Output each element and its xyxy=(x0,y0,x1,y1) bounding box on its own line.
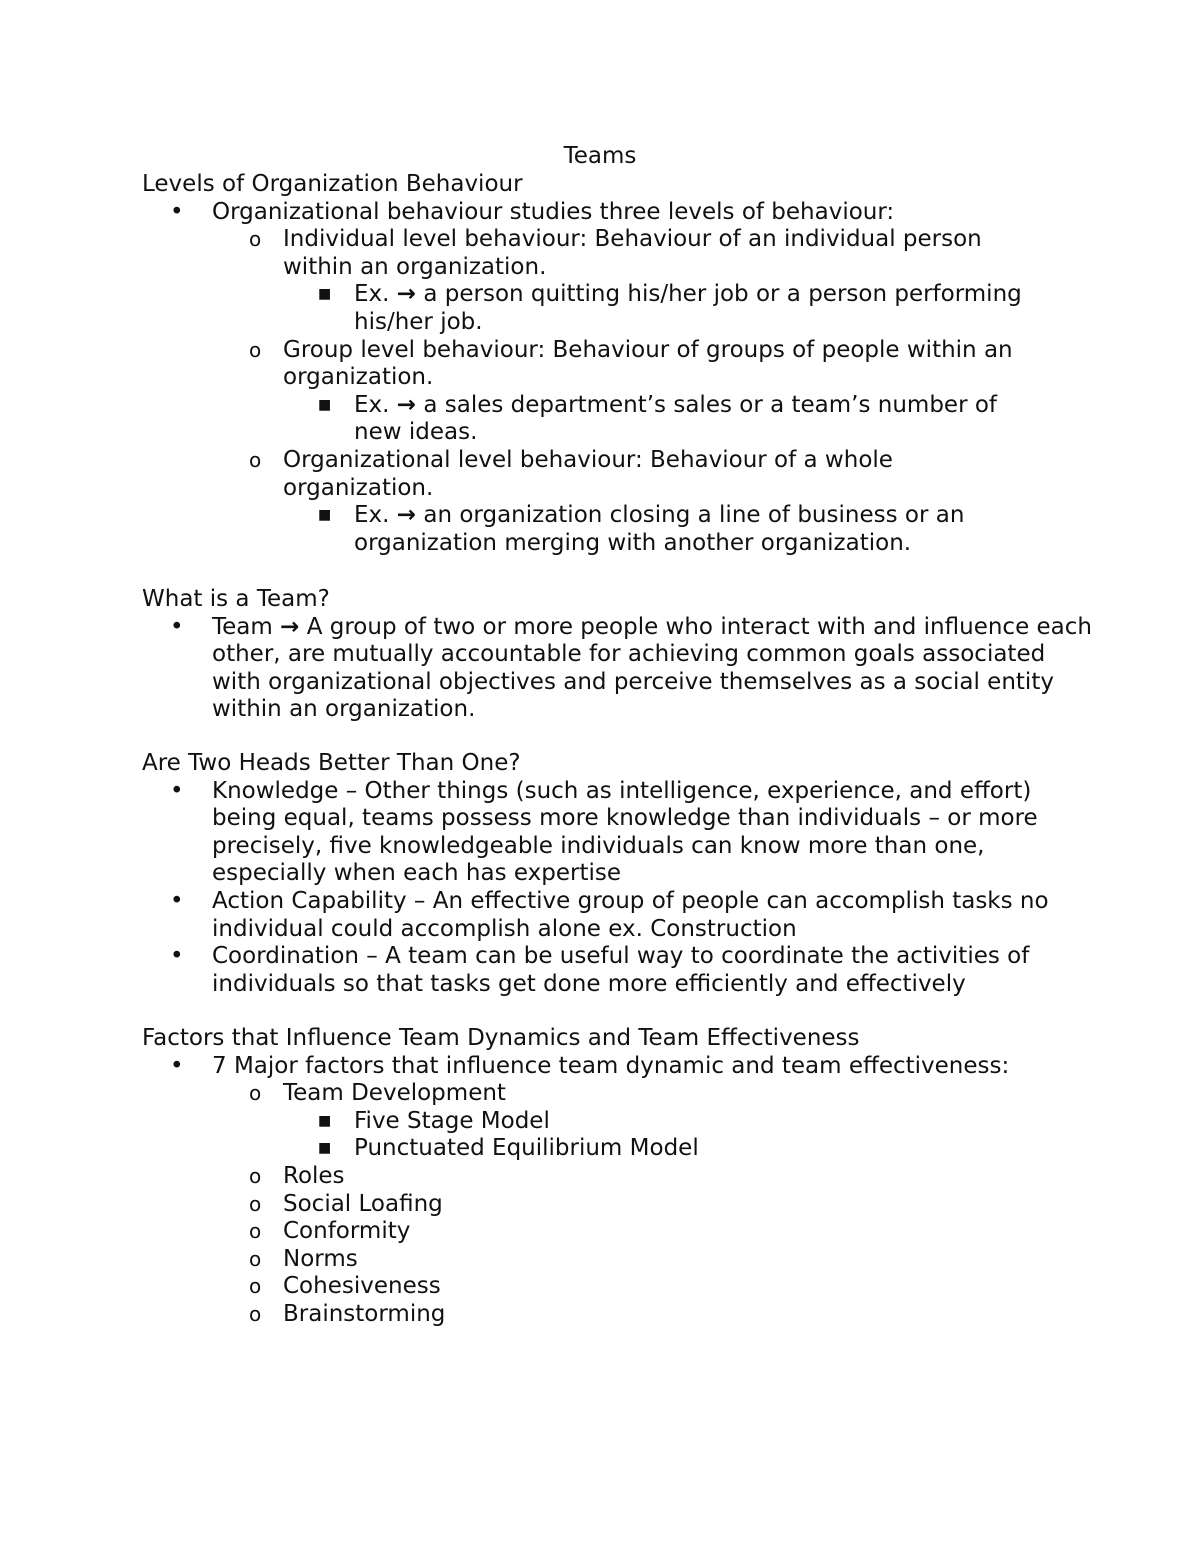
example-item xyxy=(142,502,1102,557)
bullet-text: Social Loafing xyxy=(283,1190,443,1217)
section-heading: Levels of Organization Behaviour xyxy=(142,171,523,197)
bullet-dot-icon: • xyxy=(170,943,184,970)
bullet-dot-icon: • xyxy=(170,1052,184,1079)
bullet-text: Punctuated Equilibrium Model xyxy=(354,1135,699,1162)
bullet-text: Knowledge – Other things (such as intelligence, experience, and effort) being equal, teams possess more knowledge than individuals – or more precisely, five knowledgeable individuals can know more than one, especially when each has expertise xyxy=(212,777,1038,887)
bullet-text: an organization closing a line of business or an organization merging with another organization. xyxy=(354,502,965,556)
bullet-dot-icon: • xyxy=(170,887,184,914)
sub-sub-bullet-item xyxy=(142,1135,1102,1163)
sub-bullet-item xyxy=(142,447,1102,502)
circle-bullet-icon: o xyxy=(249,447,262,472)
bullet-text: Individual level behaviour: Behaviour of an individual person within an organization. xyxy=(283,226,982,280)
bullet-item xyxy=(142,199,1102,227)
bullet-text: Conformity xyxy=(283,1218,411,1245)
bullet-text: Group level behaviour: Behaviour of groups of people within an organization. xyxy=(283,336,1013,391)
section-heading: What is a Team? xyxy=(142,586,330,612)
circle-bullet-icon: o xyxy=(249,1163,262,1188)
sub-bullet-item xyxy=(142,1163,1102,1191)
circle-bullet-icon: o xyxy=(249,1274,262,1299)
bullet-dot-icon: • xyxy=(170,777,184,804)
square-bullet-icon: ■ xyxy=(318,1140,332,1157)
bullet-text: Norms xyxy=(283,1245,358,1272)
square-bullet-icon: ■ xyxy=(318,507,332,524)
sub-bullet-item xyxy=(142,1246,1102,1274)
circle-bullet-icon: o xyxy=(249,227,262,252)
bullet-text: Brainstorming xyxy=(283,1300,446,1327)
bullet-text: Five Stage Model xyxy=(354,1107,550,1134)
circle-bullet-icon: o xyxy=(249,1219,262,1244)
bullet-item xyxy=(142,614,1102,724)
section-factors-team-dynamics xyxy=(142,1025,1102,1329)
bullet-text: Organizational behaviour studies three levels of behaviour: xyxy=(212,198,895,225)
bullet-item xyxy=(142,1053,1102,1081)
bullet-item xyxy=(142,888,1102,943)
bullet-text: 7 Major factors that influence team dynamic and team effectiveness: xyxy=(212,1052,1010,1079)
bullet-dot-icon: • xyxy=(170,198,184,225)
square-bullet-icon: ■ xyxy=(318,1112,332,1129)
sub-bullet-item xyxy=(142,1080,1102,1108)
circle-bullet-icon: o xyxy=(249,337,262,362)
circle-bullet-icon: o xyxy=(249,1191,262,1216)
bullet-item xyxy=(142,943,1102,998)
sub-bullet-item xyxy=(142,226,1102,281)
section-are-two-heads-better xyxy=(142,750,1102,998)
section-heading: Factors that Influence Team Dynamics and Team Effectiveness xyxy=(142,1025,860,1051)
document-title: Teams xyxy=(563,143,637,169)
right-arrow-icon: → xyxy=(396,281,417,308)
example-prefix: Ex. xyxy=(354,281,397,308)
example-item xyxy=(142,392,1102,447)
bullet-item xyxy=(142,778,1102,888)
right-arrow-icon: → xyxy=(396,502,417,529)
sub-sub-bullet-item xyxy=(142,1108,1102,1136)
sub-bullet-item xyxy=(142,1191,1102,1219)
bullet-text: Action Capability – An effective group of people can accomplish tasks no individual could accomplish alone ex. Construction xyxy=(212,887,1049,942)
sub-bullet-item xyxy=(142,1301,1102,1329)
example-prefix: Ex. xyxy=(354,391,397,418)
bullet-dot-icon: • xyxy=(170,613,184,640)
circle-bullet-icon: o xyxy=(249,1081,262,1106)
section-heading: Are Two Heads Better Than One? xyxy=(142,750,521,776)
section-levels-of-organization-behaviour xyxy=(142,171,1102,557)
square-bullet-icon: ■ xyxy=(318,286,332,303)
definition-prefix: Team xyxy=(212,613,281,640)
bullet-text: Cohesiveness xyxy=(283,1273,441,1300)
sub-bullet-item xyxy=(142,337,1102,392)
example-prefix: Ex. xyxy=(354,502,397,529)
sub-bullet-item xyxy=(142,1218,1102,1246)
section-what-is-a-team xyxy=(142,586,1102,724)
bullet-text: Organizational level behaviour: Behaviour of a whole organization. xyxy=(283,446,893,501)
bullet-text: A group of two or more people who interact with and influence each other, are mutually accountable for achieving common goals associated with organizational objectives and perceive themselves as a social entity within an organization. xyxy=(212,613,1093,723)
bullet-text: Coordination – A team can be useful way to coordinate the activities of individuals so that tasks get done more efficiently and effectively xyxy=(212,943,1030,997)
circle-bullet-icon: o xyxy=(249,1246,262,1271)
right-arrow-icon: → xyxy=(396,391,417,418)
bullet-text: Team Development xyxy=(283,1080,506,1107)
example-item xyxy=(142,281,1102,336)
right-arrow-icon: → xyxy=(280,613,300,640)
square-bullet-icon: ■ xyxy=(318,396,332,413)
bullet-text: a person quitting his/her job or a person performing his/her job. xyxy=(354,281,1022,335)
circle-bullet-icon: o xyxy=(249,1301,262,1326)
bullet-text: a sales department’s sales or a team’s number of new ideas. xyxy=(354,391,998,446)
bullet-text: Roles xyxy=(283,1162,345,1189)
sub-bullet-item xyxy=(142,1273,1102,1301)
